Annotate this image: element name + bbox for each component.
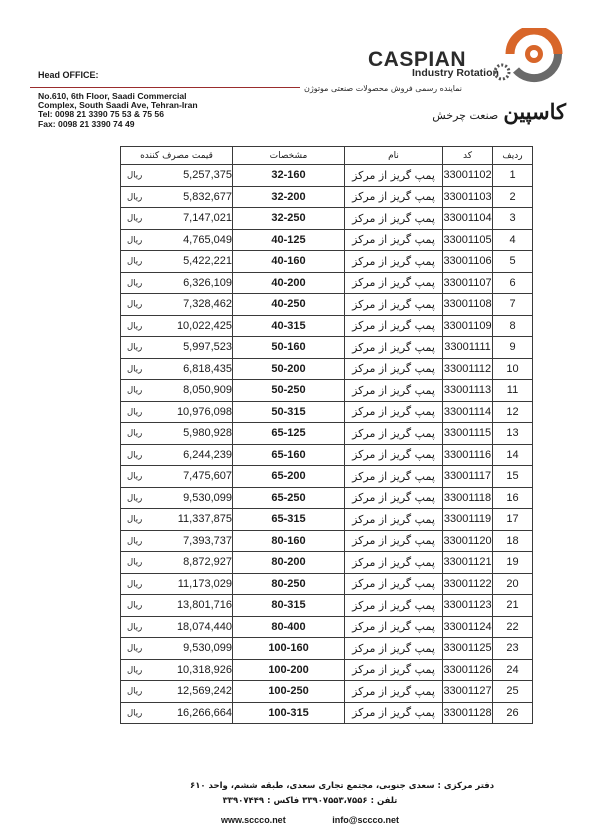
price-value: 6,818,435 [183,362,232,375]
row-number-cell: 22 [493,616,533,638]
row-number-cell: 14 [493,444,533,466]
price-value: 7,328,462 [183,298,232,311]
spec-cell: 100-315 [233,702,345,724]
spec-cell: 65-315 [233,509,345,531]
code-cell: 33001127 [443,681,493,703]
brand-subtitle: Industry Rotation [412,67,499,79]
name-cell: پمپ گریز از مرکز [345,530,443,552]
currency-label: ریال [127,513,143,524]
code-cell: 33001112 [443,358,493,380]
price-value: 16,266,664 [176,706,232,719]
price-table [120,146,533,724]
spec-cell: 65-200 [233,466,345,488]
spec-cell: 50-315 [233,401,345,423]
name-cell: پمپ گریز از مرکز [345,165,443,187]
name-cell: پمپ گریز از مرکز [345,444,443,466]
currency-label: ریال [127,492,143,503]
table-row [121,659,533,681]
name-cell: پمپ گریز از مرکز [345,638,443,660]
code-cell: 33001104 [443,208,493,230]
footer-phones: تلفن : ۳۳۹۰۷۵۵۳،۷۵۵۶ فاکس : ۳۳۹۰۷۴۴۹ [222,796,398,806]
price-cell [121,659,233,681]
price-value: 7,393,737 [183,534,232,547]
row-number-cell: 3 [493,208,533,230]
currency-label: ریال [127,341,143,352]
price-value: 5,832,677 [183,190,232,203]
email-link[interactable]: info@sccco.net [332,815,399,825]
price-value: 5,257,375 [183,169,232,182]
price-value: 9,530,099 [183,491,232,504]
column-header-spec: مشخصات [233,147,345,165]
currency-label: ریال [127,642,143,653]
price-cell [121,337,233,359]
table-row [121,444,533,466]
price-cell [121,595,233,617]
table-row [121,208,533,230]
row-number-cell: 5 [493,251,533,273]
code-cell: 33001116 [443,444,493,466]
name-cell: پمپ گریز از مرکز [345,401,443,423]
code-cell: 33001115 [443,423,493,445]
currency-label: ریال [127,578,143,589]
row-number-cell: 24 [493,659,533,681]
name-cell: پمپ گریز از مرکز [345,208,443,230]
spec-cell: 80-160 [233,530,345,552]
name-cell: پمپ گریز از مرکز [345,487,443,509]
spec-cell: 50-250 [233,380,345,402]
column-header-code: کد [443,147,493,165]
tagline: نماینده رسمی فروش محصولات صنعتی موتوژن [303,84,462,93]
code-cell: 33001121 [443,552,493,574]
price-value: 5,980,928 [183,427,232,440]
table-row [121,616,533,638]
footer-contacts [190,815,430,825]
spec-cell: 100-200 [233,659,345,681]
spec-cell: 40-315 [233,315,345,337]
spec-cell: 65-160 [233,444,345,466]
name-cell: پمپ گریز از مرکز [345,595,443,617]
currency-label: ریال [127,470,143,481]
price-cell [121,358,233,380]
logo-emblem-icon [488,28,572,88]
code-cell: 33001119 [443,509,493,531]
price-cell [121,573,233,595]
code-cell: 33001126 [443,659,493,681]
table-row [121,530,533,552]
price-value: 4,765,049 [183,233,232,246]
row-number-cell: 12 [493,401,533,423]
price-cell [121,423,233,445]
currency-label: ریال [127,556,143,567]
code-cell: 33001124 [443,616,493,638]
name-cell: پمپ گریز از مرکز [345,315,443,337]
currency-label: ریال [127,599,143,610]
row-number-cell: 9 [493,337,533,359]
table-row [121,552,533,574]
code-cell: 33001105 [443,229,493,251]
name-cell: پمپ گریز از مرکز [345,251,443,273]
row-number-cell: 11 [493,380,533,402]
spec-cell: 80-250 [233,573,345,595]
table-row [121,595,533,617]
table-row [121,315,533,337]
column-header-name: نام [345,147,443,165]
price-value: 5,422,221 [183,255,232,268]
code-cell: 33001103 [443,186,493,208]
company-name-main: کاسپین [503,99,566,124]
price-cell [121,186,233,208]
price-value: 10,022,425 [176,319,232,332]
row-number-cell: 15 [493,466,533,488]
currency-label: ریال [127,255,143,266]
table-row [121,251,533,273]
code-cell: 33001107 [443,272,493,294]
spec-cell: 32-200 [233,186,345,208]
table-row [121,466,533,488]
currency-label: ریال [127,234,143,245]
brand-name: CASPIAN [368,48,467,71]
price-cell [121,315,233,337]
name-cell: پمپ گریز از مرکز [345,272,443,294]
name-cell: پمپ گریز از مرکز [345,229,443,251]
address-line: No.610, 6th Floor, Saadi Commercial [38,91,187,101]
name-cell: پمپ گریز از مرکز [345,337,443,359]
row-number-cell: 17 [493,509,533,531]
table-row [121,702,533,724]
currency-label: ریال [127,320,143,331]
phone-line: Tel: 0098 21 3390 75 53 & 75 56 [38,109,164,120]
currency-label: ریال [127,685,143,696]
spec-cell: 50-200 [233,358,345,380]
code-cell: 33001117 [443,466,493,488]
spec-cell: 50-160 [233,337,345,359]
table-row [121,186,533,208]
row-number-cell: 8 [493,315,533,337]
currency-label: ریال [127,406,143,417]
price-cell [121,294,233,316]
price-value: 12,569,242 [176,685,232,698]
spec-cell: 65-250 [233,487,345,509]
address-block [38,92,278,129]
row-number-cell: 20 [493,573,533,595]
code-cell: 33001118 [443,487,493,509]
currency-label: ریال [127,277,143,288]
price-cell [121,165,233,187]
spec-cell: 80-315 [233,595,345,617]
spec-cell: 40-125 [233,229,345,251]
spec-cell: 40-160 [233,251,345,273]
row-number-cell: 7 [493,294,533,316]
price-cell [121,444,233,466]
address-line: Complex, South Saadi Ave, Tehran-Iran [38,100,198,111]
row-number-cell: 1 [493,165,533,187]
code-cell: 33001120 [443,530,493,552]
name-cell: پمپ گریز از مرکز [345,616,443,638]
code-cell: 33001109 [443,315,493,337]
name-cell: پمپ گریز از مرکز [345,294,443,316]
spec-cell: 32-250 [233,208,345,230]
spec-cell: 80-400 [233,616,345,638]
price-cell [121,530,233,552]
price-value: 18,074,440 [176,620,232,633]
code-cell: 33001128 [443,702,493,724]
code-cell: 33001122 [443,573,493,595]
name-cell: پمپ گریز از مرکز [345,423,443,445]
spec-cell: 80-200 [233,552,345,574]
price-value: 10,976,098 [176,405,232,418]
fax-line: Fax: 0098 21 3390 74 49 [38,118,135,129]
code-cell: 33001123 [443,595,493,617]
table-row [121,423,533,445]
currency-label: ریال [127,384,143,395]
row-number-cell: 18 [493,530,533,552]
price-cell [121,380,233,402]
row-number-cell: 25 [493,681,533,703]
name-cell: پمپ گریز از مرکز [345,681,443,703]
spec-cell: 100-160 [233,638,345,660]
column-header-price: قیمت مصرف کننده [121,147,233,165]
price-value: 5,997,523 [183,341,232,354]
price-cell [121,229,233,251]
price-cell [121,638,233,660]
row-number-cell: 13 [493,423,533,445]
name-cell: پمپ گریز از مرکز [345,358,443,380]
price-cell [121,208,233,230]
name-cell: پمپ گریز از مرکز [345,573,443,595]
code-cell: 33001106 [443,251,493,273]
footer-address: دفتر مرکزی : سعدی جنوبی، مجتمع تجاری سعدی، طبقه ششم، واحد ۶۱۰ [190,781,495,791]
code-cell: 33001114 [443,401,493,423]
column-header-row: ردیف [493,147,533,165]
price-cell [121,251,233,273]
spec-cell: 40-200 [233,272,345,294]
row-number-cell: 16 [493,487,533,509]
name-cell: پمپ گریز از مرکز [345,659,443,681]
currency-label: ریال [127,449,143,460]
price-value: 8,050,909 [183,384,232,397]
row-number-cell: 23 [493,638,533,660]
row-number-cell: 21 [493,595,533,617]
price-value: 10,318,926 [176,663,232,676]
company-name-prefix: صنعت چرخش [432,109,499,122]
name-cell: پمپ گریز از مرکز [345,702,443,724]
table-row [121,337,533,359]
currency-label: ریال [127,621,143,632]
price-value: 7,147,021 [183,212,232,225]
currency-label: ریال [127,169,143,180]
company-name [366,99,566,124]
table-header-row [121,147,533,165]
currency-label: ریال [127,664,143,675]
price-value: 9,530,099 [183,642,232,655]
price-cell [121,702,233,724]
row-number-cell: 4 [493,229,533,251]
currency-label: ریال [127,535,143,546]
row-number-cell: 26 [493,702,533,724]
name-cell: پمپ گریز از مرکز [345,552,443,574]
currency-label: ریال [127,363,143,374]
row-number-cell: 2 [493,186,533,208]
table-row [121,272,533,294]
currency-label: ریال [127,191,143,202]
row-number-cell: 10 [493,358,533,380]
spec-cell: 100-250 [233,681,345,703]
price-cell [121,552,233,574]
code-cell: 33001102 [443,165,493,187]
price-value: 8,872,927 [183,556,232,569]
website-link[interactable]: www.sccco.net [221,815,286,825]
price-cell [121,466,233,488]
table-row [121,487,533,509]
table-row [121,638,533,660]
table-row [121,294,533,316]
price-value: 6,326,109 [183,276,232,289]
price-value: 7,475,607 [183,470,232,483]
table-row [121,380,533,402]
price-value: 6,244,239 [183,448,232,461]
price-value: 13,801,716 [176,599,232,612]
table-row [121,165,533,187]
code-cell: 33001111 [443,337,493,359]
table-row [121,358,533,380]
currency-label: ریال [127,427,143,438]
price-cell [121,401,233,423]
code-cell: 33001108 [443,294,493,316]
table-row [121,573,533,595]
price-cell [121,681,233,703]
name-cell: پمپ گریز از مرکز [345,380,443,402]
price-cell [121,487,233,509]
price-value: 11,337,875 [177,513,232,526]
currency-label: ریال [127,212,143,223]
header-divider [30,87,300,88]
table-row [121,229,533,251]
spec-cell: 40-250 [233,294,345,316]
row-number-cell: 19 [493,552,533,574]
table-row [121,681,533,703]
row-number-cell: 6 [493,272,533,294]
spec-cell: 65-125 [233,423,345,445]
price-cell [121,616,233,638]
code-cell: 33001113 [443,380,493,402]
spec-cell: 32-160 [233,165,345,187]
head-office-label: Head OFFICE: [38,70,99,80]
name-cell: پمپ گریز از مرکز [345,509,443,531]
name-cell: پمپ گریز از مرکز [345,186,443,208]
code-cell: 33001125 [443,638,493,660]
price-value: 11,173,029 [177,577,232,590]
currency-label: ریال [127,298,143,309]
name-cell: پمپ گریز از مرکز [345,466,443,488]
price-cell [121,272,233,294]
table-row [121,509,533,531]
table-row [121,401,533,423]
price-cell [121,509,233,531]
currency-label: ریال [127,707,143,718]
